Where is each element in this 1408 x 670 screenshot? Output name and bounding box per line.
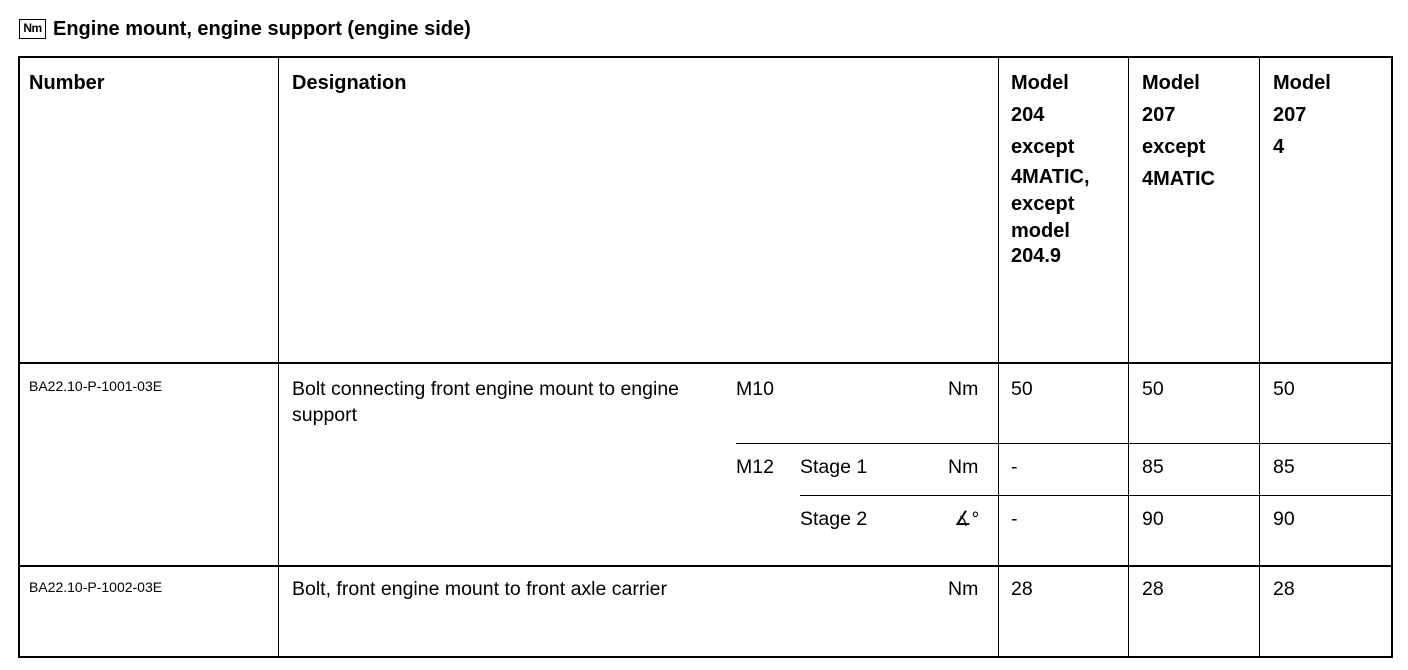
value-model-1: 50 [1011, 378, 1033, 400]
row-designation: Bolt, front engine mount to front axle carrier [292, 578, 668, 600]
value-model-3: 90 [1273, 508, 1295, 530]
value-model-2: 28 [1142, 578, 1164, 600]
row-number: BA22.10-P-1001-03E [29, 378, 163, 394]
angle-unit-icon: ∡° [954, 508, 980, 530]
value-model-2: 50 [1142, 378, 1164, 400]
col-divider [1259, 56, 1260, 658]
title-text: Engine mount, engine support (engine side) [53, 17, 471, 40]
row-designation: Bolt connecting front engine mount to engine support [292, 378, 680, 426]
table-border-left [18, 56, 20, 658]
value-model-2: 90 [1142, 508, 1164, 530]
value-model-1: - [1011, 508, 1018, 530]
unit: Nm [948, 578, 979, 600]
stage-label: Stage 1 [800, 456, 868, 478]
page-title [19, 14, 471, 44]
row-divider [18, 362, 1393, 364]
torque-nm-icon: Nm [19, 19, 46, 39]
row-number: BA22.10-P-1002-03E [29, 579, 163, 595]
header-number: Number [29, 72, 105, 94]
col-divider [278, 56, 279, 658]
header-model-2: Model 207 except 4MATIC [1142, 72, 1215, 190]
thread-size: M12 [736, 456, 774, 478]
header-model-3: Model 207 4 [1273, 72, 1331, 158]
table-border-right [1391, 56, 1393, 658]
subrow-divider [800, 495, 1393, 496]
thread-size: M10 [736, 378, 774, 400]
unit: Nm [948, 456, 979, 478]
unit: Nm [948, 378, 979, 400]
value-model-3: 50 [1273, 378, 1295, 400]
value-model-3: 85 [1273, 456, 1295, 478]
table-border-bottom [18, 656, 1393, 658]
stage-label: Stage 2 [800, 508, 868, 530]
value-model-1: 28 [1011, 578, 1033, 600]
col-divider [1128, 56, 1129, 658]
header-designation: Designation [292, 72, 407, 94]
value-model-1: - [1011, 456, 1018, 478]
value-model-2: 85 [1142, 456, 1164, 478]
header-model-1: Model 204 except 4MATIC, except model 204.9 [1011, 72, 1090, 267]
subrow-divider [736, 443, 1393, 444]
row-divider [18, 565, 1393, 567]
table-border-top [18, 56, 1393, 58]
col-divider [998, 56, 999, 658]
value-model-3: 28 [1273, 578, 1295, 600]
